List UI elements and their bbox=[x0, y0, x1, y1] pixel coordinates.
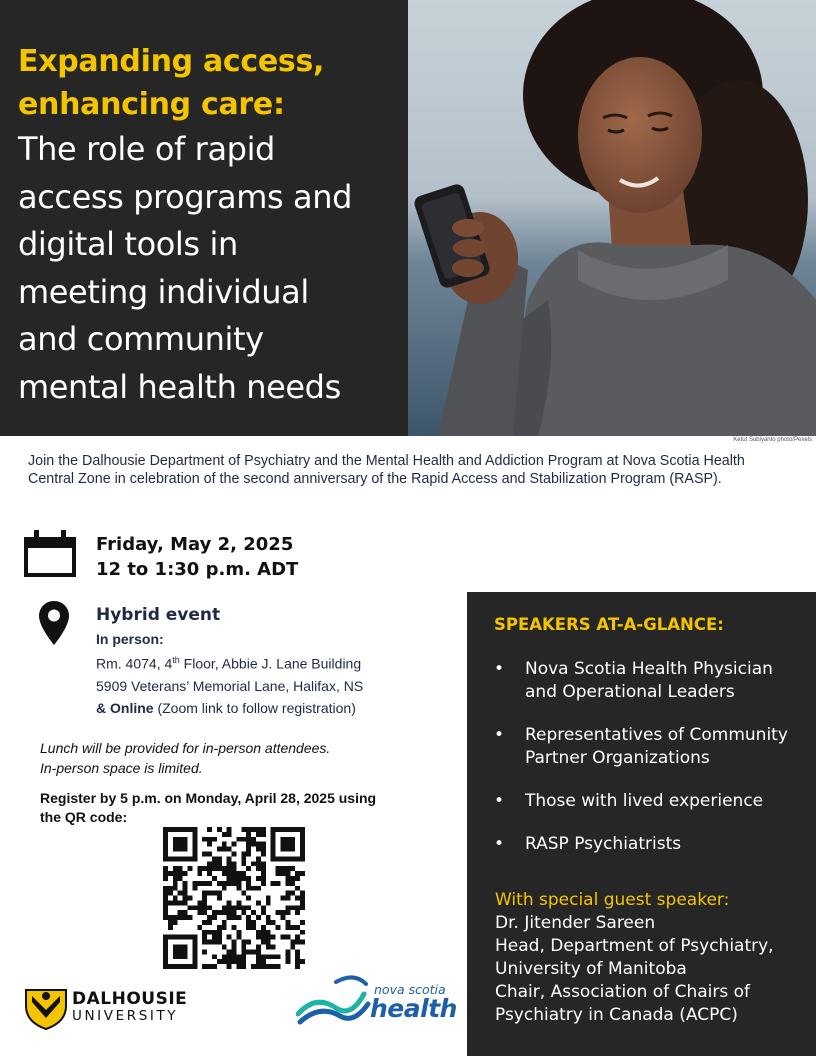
special-guest bbox=[495, 889, 813, 1027]
bullet: • bbox=[494, 834, 505, 854]
title-line: access programs and bbox=[18, 177, 353, 216]
event-format-title: Hybrid event bbox=[96, 605, 221, 625]
online-line bbox=[96, 697, 446, 719]
bullet: • bbox=[494, 659, 505, 679]
special-guest-line: Psychiatry in Canada (ACPC) bbox=[495, 1005, 738, 1025]
title-line: mental health needs bbox=[18, 367, 341, 406]
nsh-wordmark-large: health bbox=[370, 994, 457, 1023]
register-line: the QR code: bbox=[40, 809, 128, 825]
room-suffix: Floor, Abbie J. Lane Building bbox=[179, 655, 362, 672]
speaker-text: Representatives of Community Partner Organizations bbox=[525, 725, 788, 768]
speaker-text: RASP Psychiatrists bbox=[525, 834, 682, 854]
nsh-wordmark-small: nova scotia bbox=[374, 982, 446, 997]
header-panel bbox=[0, 0, 408, 436]
lunch-line: Lunch will be provided for in-person attendees. bbox=[40, 740, 331, 756]
page-title bbox=[18, 40, 402, 411]
event-datetime bbox=[96, 532, 298, 582]
register-instructions bbox=[40, 789, 450, 827]
in-person-label: In person: bbox=[96, 631, 164, 647]
title-accent-line: Expanding access, bbox=[18, 44, 325, 79]
calendar-icon bbox=[24, 527, 76, 577]
special-guest-line: University of Manitoba bbox=[495, 959, 687, 979]
event-time: 12 to 1:30 p.m. ADT bbox=[96, 559, 299, 580]
lunch-note bbox=[40, 738, 440, 778]
speaker-item bbox=[494, 724, 804, 770]
speaker-text: Nova Scotia Health Physician and Operational Leaders bbox=[525, 659, 773, 702]
online-note: (Zoom link to follow registration) bbox=[153, 699, 356, 716]
intro-paragraph: Join the Dalhousie Department of Psychiatry and the Mental Health and Addiction Program at Nova Scotia Health Central Zone in celebration of the second anniversary of the Rapid Access and Stabilization Program (RASP). bbox=[28, 453, 745, 487]
event-location bbox=[96, 603, 446, 719]
dalhousie-wordmark bbox=[72, 991, 187, 1025]
hero-photo bbox=[408, 0, 816, 436]
special-guest-lead: With special guest speaker: bbox=[495, 890, 730, 910]
speaker-text: Those with lived experience bbox=[525, 791, 764, 811]
registration-qr-code[interactable] bbox=[163, 827, 305, 969]
dalhousie-line1: DALHOUSIE bbox=[72, 989, 188, 1009]
space-line: In-person space is limited. bbox=[40, 760, 203, 776]
special-guest-line: Chair, Association of Chairs of bbox=[495, 982, 750, 1002]
speaker-item bbox=[494, 833, 804, 856]
dalhousie-line2: UNIVERSITY bbox=[72, 1008, 179, 1024]
event-date: Friday, May 2, 2025 bbox=[96, 534, 294, 555]
bullet: • bbox=[494, 791, 505, 811]
special-guest-line: Head, Department of Psychiatry, bbox=[495, 936, 774, 956]
speaker-item bbox=[494, 790, 804, 813]
woman-with-phone-photo bbox=[408, 0, 816, 436]
room-prefix: Rm. 4074, 4 bbox=[96, 655, 173, 672]
title-line: meeting individual bbox=[18, 272, 309, 311]
register-line: Register by 5 p.m. on Monday, April 28, 2025 using bbox=[40, 790, 377, 806]
title-line: and community bbox=[18, 320, 264, 358]
photo-credit: Ketut Subiyanto photo/Pexels bbox=[733, 437, 812, 443]
speakers-panel bbox=[467, 592, 816, 1056]
room-sup: th bbox=[172, 655, 180, 665]
room-line bbox=[96, 649, 446, 675]
map-pin-icon bbox=[38, 600, 70, 646]
speakers-list bbox=[494, 658, 804, 876]
online-label: & Online bbox=[96, 699, 154, 716]
speakers-heading: SPEAKERS AT-A-GLANCE: bbox=[494, 615, 724, 634]
address-line: 5909 Veterans’ Memorial Lane, Halifax, NS bbox=[96, 677, 364, 694]
speaker-item bbox=[494, 658, 804, 704]
title-line: digital tools in bbox=[18, 225, 238, 263]
title-line: The role of rapid bbox=[18, 130, 275, 168]
bullet: • bbox=[494, 725, 505, 745]
title-accent-line: enhancing care: bbox=[18, 87, 285, 122]
special-guest-line: Dr. Jitender Sareen bbox=[495, 913, 656, 933]
